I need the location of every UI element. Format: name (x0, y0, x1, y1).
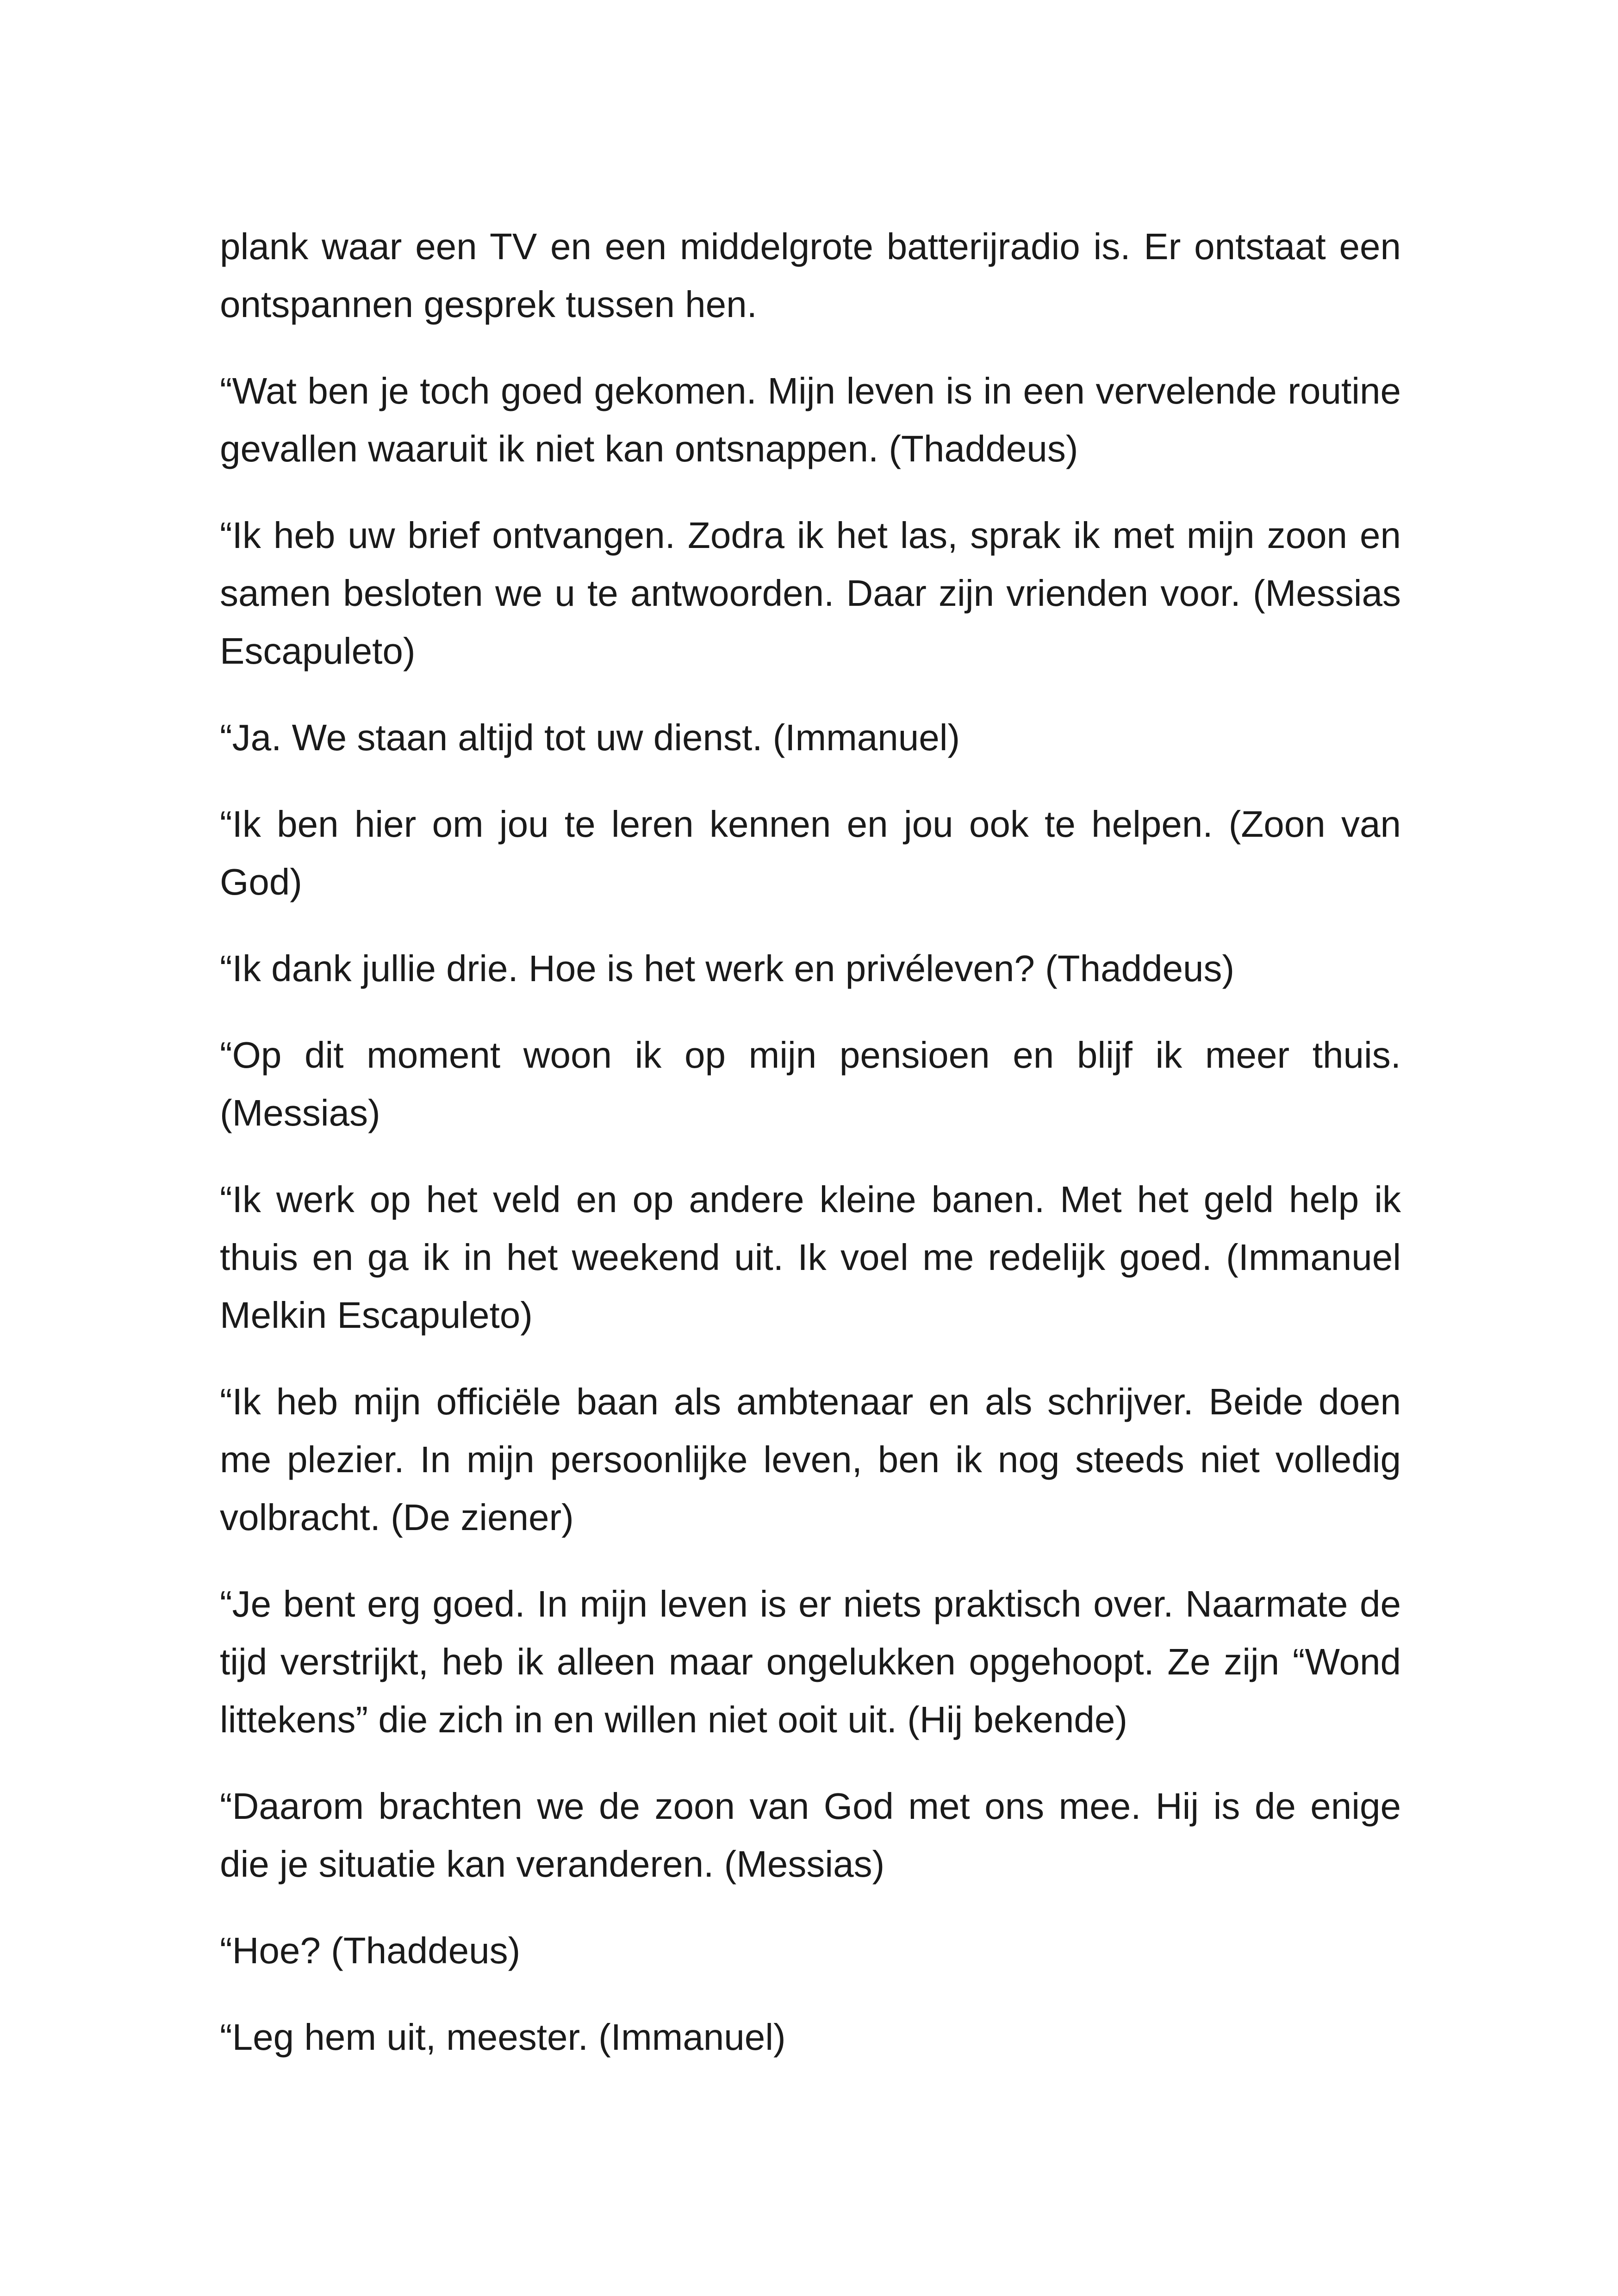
paragraph: “Je bent erg goed. In mijn leven is er niets praktisch over. Naarmate de tijd verstrijkt, heb ik alleen maar ongelukken opgehoopt. Ze zijn “Wond littekens” die zich in en willen niet ooit uit. (Hij bekende) (220, 1583, 1401, 1740)
body-text (220, 218, 1401, 2095)
paragraph: “Op dit moment woon ik op mijn pensioen en blijf ik meer thuis. (Messias) (220, 1034, 1401, 1133)
paragraph: “Ja. We staan altijd tot uw dienst. (Immanuel) (220, 717, 960, 758)
paragraph: “Daarom brachten we de zoon van God met ons mee. Hij is de enige die je situatie kan veranderen. (Messias) (220, 1786, 1401, 1885)
paragraph: “Wat ben je toch goed gekomen. Mijn leven is in een vervelende routine gevallen waaruit ik niet kan ontsnappen. (Thaddeus) (220, 370, 1401, 469)
paragraph: “Ik heb mijn officiële baan als ambtenaar en als schrijver. Beide doen me plezier. In mijn persoonlijke leven, ben ik nog steeds niet volledig volbracht. (De ziener) (220, 1381, 1401, 1538)
paragraph: plank waar een TV en een middelgrote batterijradio is. Er ontstaat een ontspannen gesprek tussen hen. (220, 226, 1401, 325)
paragraph: “Ik werk op het veld en op andere kleine banen. Met het geld help ik thuis en ga ik in het weekend uit. Ik voel me redelijk goed. (Immanuel Melkin Escapuleto) (220, 1179, 1401, 1336)
paragraph: “Leg hem uit, meester. (Immanuel) (220, 2016, 786, 2058)
paragraph: “Ik ben hier om jou te leren kennen en jou ook te helpen. (Zoon van God) (220, 803, 1401, 902)
paragraph: “Hoe? (Thaddeus) (220, 1930, 521, 1971)
paragraph: “Ik dank jullie drie. Hoe is het werk en privéleven? (Thaddeus) (220, 948, 1235, 989)
paragraph: “Ik heb uw brief ontvangen. Zodra ik het las, sprak ik met mijn zoon en samen besloten we u te antwoorden. Daar zijn vrienden voor. (Messias Escapuleto) (220, 515, 1401, 672)
